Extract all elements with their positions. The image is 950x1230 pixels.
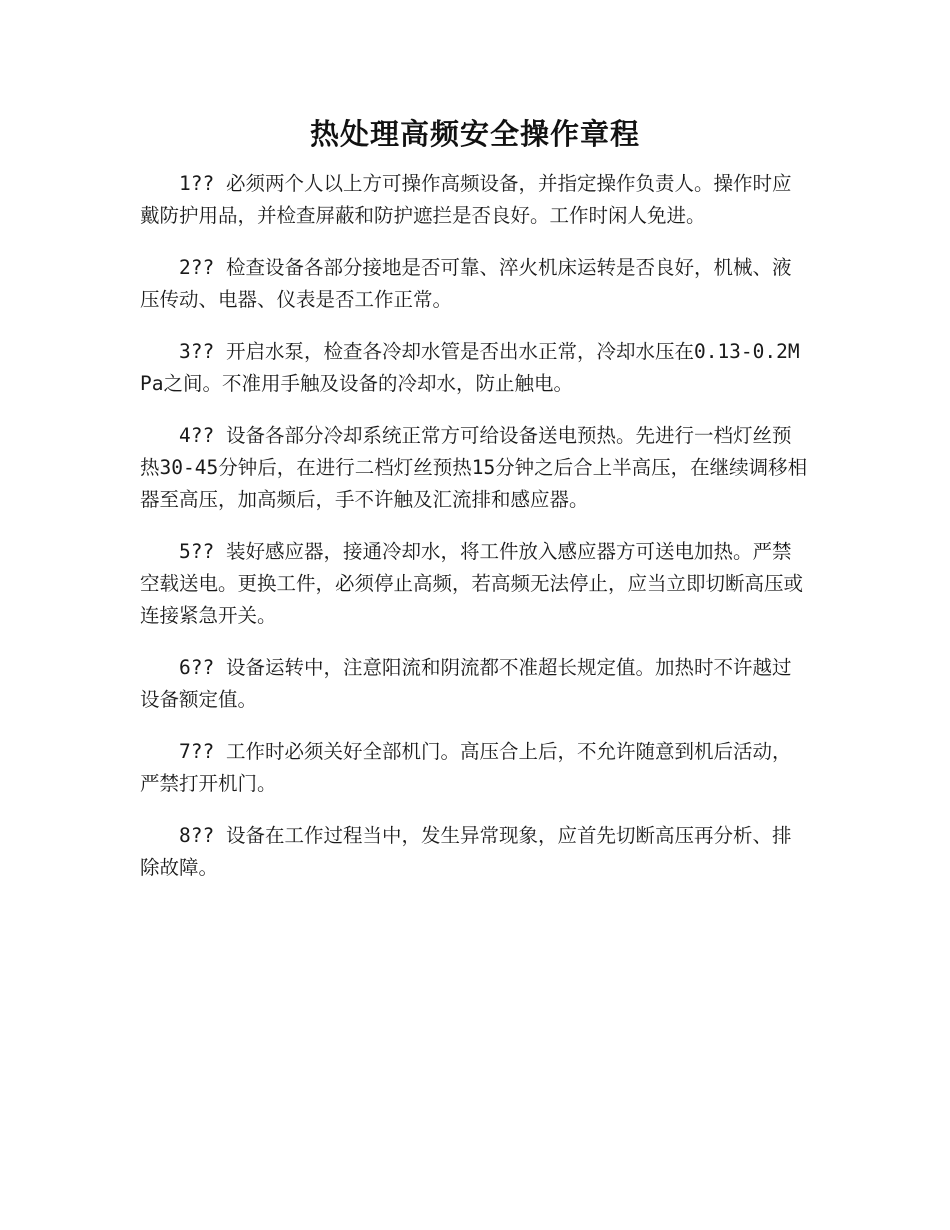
paragraph-2: 2?? 检查设备各部分接地是否可靠、淬火机床运转是否良好，机械、液压传动、电器、仪表是否工作正常。	[140, 256, 792, 311]
paragraph-6: 6?? 设备运转中，注意阳流和阴流都不准超长规定值。加热时不许越过设备额定值。	[140, 656, 792, 711]
paragraph-5: 5?? 装好感应器，接通冷却水，将工件放入感应器方可送电加热。严禁空载送电。更换工件，必须停止高频，若高频无法停止，应当立即切断高压或连接紧急开关。	[140, 540, 804, 627]
paragraph-7: 7?? 工作时必须关好全部机门。高压合上后，不允许随意到机后活动，严禁打开机门。	[140, 740, 792, 795]
document-body	[140, 168, 810, 904]
paragraph-1: 1?? 必须两个人以上方可操作高频设备，并指定操作负责人。操作时应戴防护用品，并检查屏蔽和防护遮拦是否良好。工作时闲人免进。	[140, 172, 792, 227]
paragraph-3: 3?? 开启水泵，检查各冷却水管是否出水正常，冷却水压在0.13-0.2MPa之间。不准用手触及设备的冷却水，防止触电。	[140, 340, 800, 395]
paragraph-8: 8?? 设备在工作过程当中，发生异常现象，应首先切断高压再分析、排除故障。	[140, 824, 792, 879]
paragraph-4: 4?? 设备各部分冷却系统正常方可给设备送电预热。先进行一档灯丝预热30-45分钟后，在进行二档灯丝预热15分钟之后合上半高压，在继续调移相器至高压，加高频后，手不许触及汇流排和感应器。	[140, 424, 808, 511]
page-title: 热处理高频安全操作章程	[309, 117, 640, 151]
